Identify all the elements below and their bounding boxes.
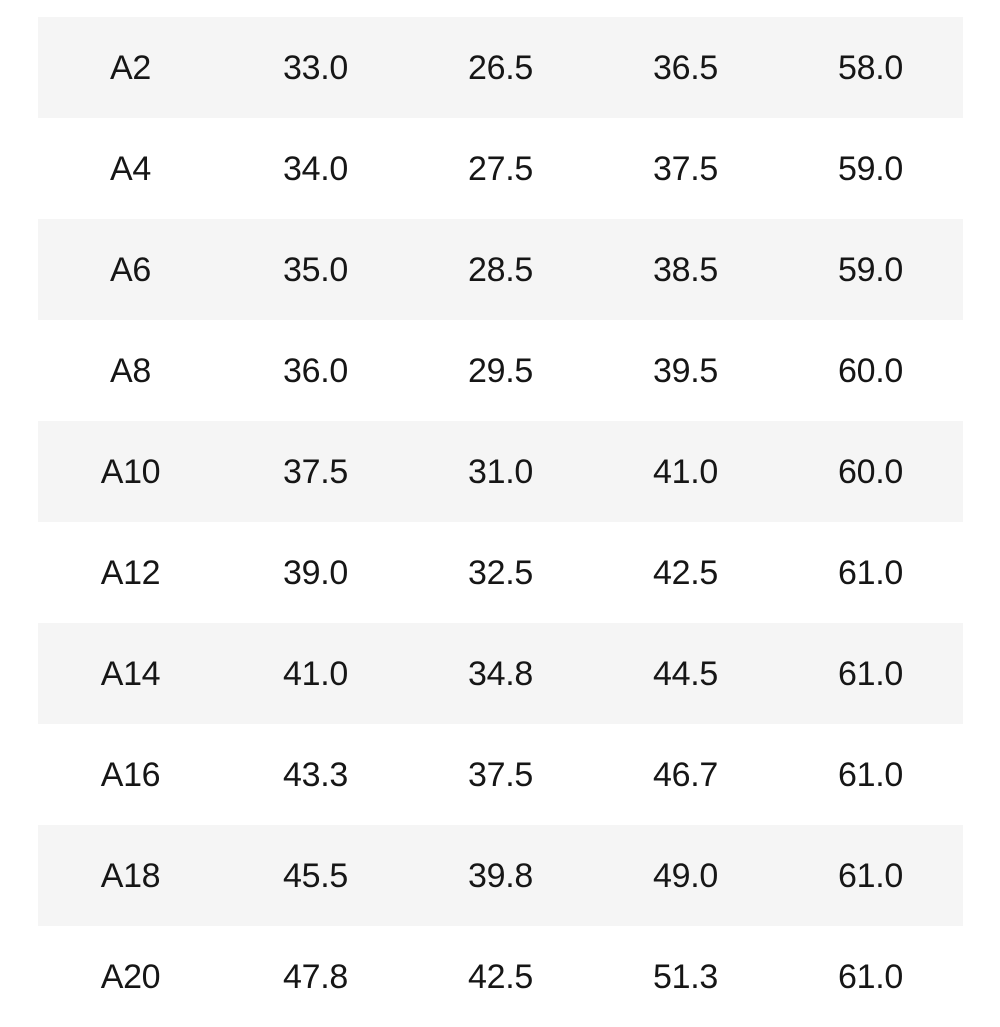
row-label: A2: [110, 48, 151, 87]
table-row: [38, 320, 963, 421]
table-row: [38, 825, 963, 926]
row-label: A12: [100, 553, 161, 592]
row-label: A18: [100, 856, 161, 895]
table-cell: 60.0: [838, 452, 903, 491]
table-cell: 46.7: [653, 755, 718, 794]
table-cell: 33.0: [283, 48, 348, 87]
table-cell: 37.5: [468, 755, 533, 794]
table-cell: 58.0: [838, 48, 903, 87]
table-cell: 60.0: [838, 351, 903, 390]
table-cell: 38.5: [653, 250, 718, 289]
table-cell: 36.0: [283, 351, 348, 390]
row-label: A8: [110, 351, 151, 390]
table-cell: 37.5: [653, 149, 718, 188]
table-cell: 61.0: [838, 755, 903, 794]
table-cell: 61.0: [838, 553, 903, 592]
table-cell: 61.0: [838, 856, 903, 895]
table-row: [38, 724, 963, 825]
table-cell: 39.0: [283, 553, 348, 592]
table-cell: 39.8: [468, 856, 533, 895]
table-row: [38, 522, 963, 623]
row-label: A6: [110, 250, 151, 289]
table-cell: 45.5: [283, 856, 348, 895]
table-row: [38, 421, 963, 522]
table-cell: 59.0: [838, 149, 903, 188]
table-cell: 42.5: [468, 957, 533, 996]
row-label: A20: [100, 957, 161, 996]
table-cell: 26.5: [468, 48, 533, 87]
table-row: [38, 118, 963, 219]
size-table: [38, 17, 963, 1027]
row-label: A10: [100, 452, 161, 491]
table-cell: 59.0: [838, 250, 903, 289]
table-row: [38, 219, 963, 320]
table-row: [38, 17, 963, 118]
table-cell: 34.8: [468, 654, 533, 693]
table-cell: 35.0: [283, 250, 348, 289]
table-cell: 34.0: [283, 149, 348, 188]
row-label: A16: [100, 755, 161, 794]
table-cell: 61.0: [838, 957, 903, 996]
row-label: A4: [110, 149, 151, 188]
table-cell: 61.0: [838, 654, 903, 693]
table-cell: 41.0: [653, 452, 718, 491]
table-cell: 27.5: [468, 149, 533, 188]
table-cell: 32.5: [468, 553, 533, 592]
table-row: [38, 926, 963, 1027]
table-cell: 37.5: [283, 452, 348, 491]
table-cell: 51.3: [653, 957, 718, 996]
table-cell: 43.3: [283, 755, 348, 794]
table-cell: 31.0: [468, 452, 533, 491]
table-cell: 39.5: [653, 351, 718, 390]
table-cell: 44.5: [653, 654, 718, 693]
table-cell: 28.5: [468, 250, 533, 289]
table-cell: 41.0: [283, 654, 348, 693]
table-cell: 29.5: [468, 351, 533, 390]
table-cell: 42.5: [653, 553, 718, 592]
row-label: A14: [100, 654, 161, 693]
table-cell: 36.5: [653, 48, 718, 87]
table-cell: 47.8: [283, 957, 348, 996]
table-row: [38, 623, 963, 724]
table-cell: 49.0: [653, 856, 718, 895]
